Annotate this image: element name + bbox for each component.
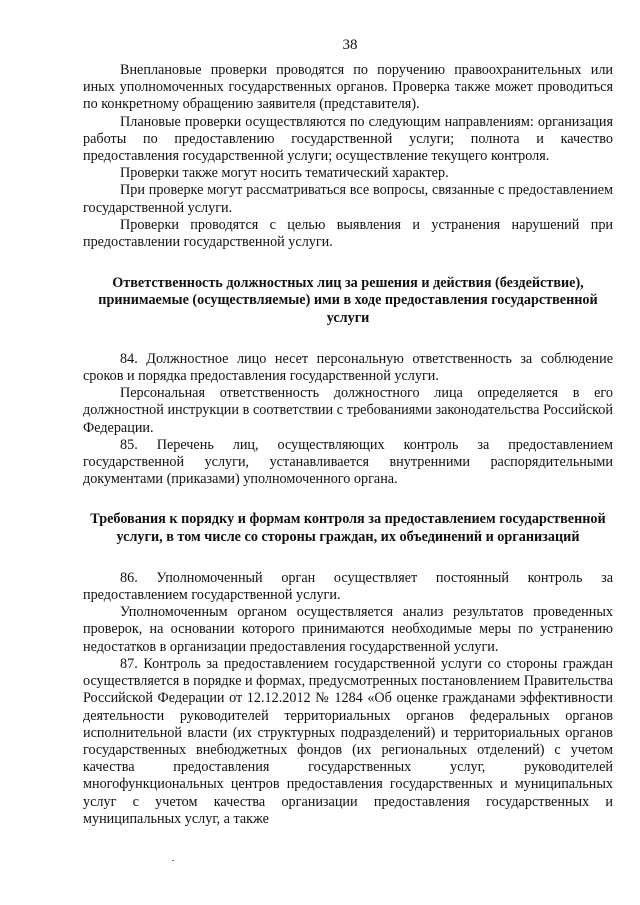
paragraph-87: 87. Контроль за предоставлением государственной услуги со стороны граждан осуществляется в порядке и формах, предусмотренных постановлением Правительства Российской Федерации от 12.12.2012 № 1284 «Об оценке гражданами эффективности деятельности руководителей территориальных органов федеральных органов исполнительной власти (их структурных подразделений) и территориальных органов государственных внебюджетных фондов (их региональных отделений) с учетом качества предоставления государственных услуг, руководителей многофункциональных центров предоставления государственных и муниципальных услуг с учетом качества организации предоставления государственных и муниципальных услуг, а также: [83, 655, 613, 827]
section-heading-control: Требования к порядку и формам контроля за предоставлением государственной услуги, в том числе со стороны граждан, их объединений и организаций: [90, 511, 606, 545]
spacer: [83, 251, 613, 275]
paragraph-85: 85. Перечень лиц, осуществляющих контроль за предоставлением государственной услуги, устанавливается внутренними распорядительными документами (приказами) уполномоченного органа.: [83, 436, 613, 488]
page-number: 38: [342, 37, 358, 53]
section-heading-responsibility: Ответственность должностных лиц за решения и действия (бездействие), принимаемые (осуществляемые) ими в ходе предоставления государственной услуги: [98, 275, 598, 326]
paragraph-84: 84. Должностное лицо несет персональную ответственность за соблюдение сроков и порядка предоставления государственной услуги.: [83, 350, 613, 385]
scan-mark: [172, 860, 174, 861]
paragraph-inspection-purpose: Проверки проводятся с целью выявления и устранения нарушений при предоставлении государственной услуги.: [83, 216, 613, 251]
document-body: [83, 62, 613, 828]
paragraph-unscheduled-inspections: Внеплановые проверки проводятся по поручению правоохранительных или иных уполномоченных государственных органов. Проверка также может проводиться по конкретному обращению заявителя (представителя).: [83, 62, 613, 113]
spacer: [83, 488, 613, 511]
paragraph-86: 86. Уполномоченный орган осуществляет постоянный контроль за предоставлением государственной услуги.: [83, 569, 613, 604]
paragraph-thematic-inspections: Проверки также могут носить тематический характер.: [120, 165, 449, 182]
spacer: [83, 327, 613, 351]
paragraph-inspection-scope: При проверке могут рассматриваться все вопросы, связанные с предоставлением государственной услуги.: [83, 182, 613, 216]
paragraph-analysis: Уполномоченным органом осуществляется анализ результатов проведенных проверок, на основании которого принимаются необходимые меры по устранению недостатков в организации предоставления государственной услуги.: [83, 604, 613, 655]
paragraph-scheduled-inspections: Плановые проверки осуществляются по следующим направлениям: организация работы по предоставлению государственной услуги; полнота и качество предоставления государственной услуги; осуществление текущего контроля.: [83, 113, 613, 165]
paragraph-personal-responsibility: Персональная ответственность должностного лица определяется в его должностной инструкции в соответствии с требованиями законодательства Российской Федерации.: [83, 385, 613, 436]
spacer: [83, 546, 613, 570]
